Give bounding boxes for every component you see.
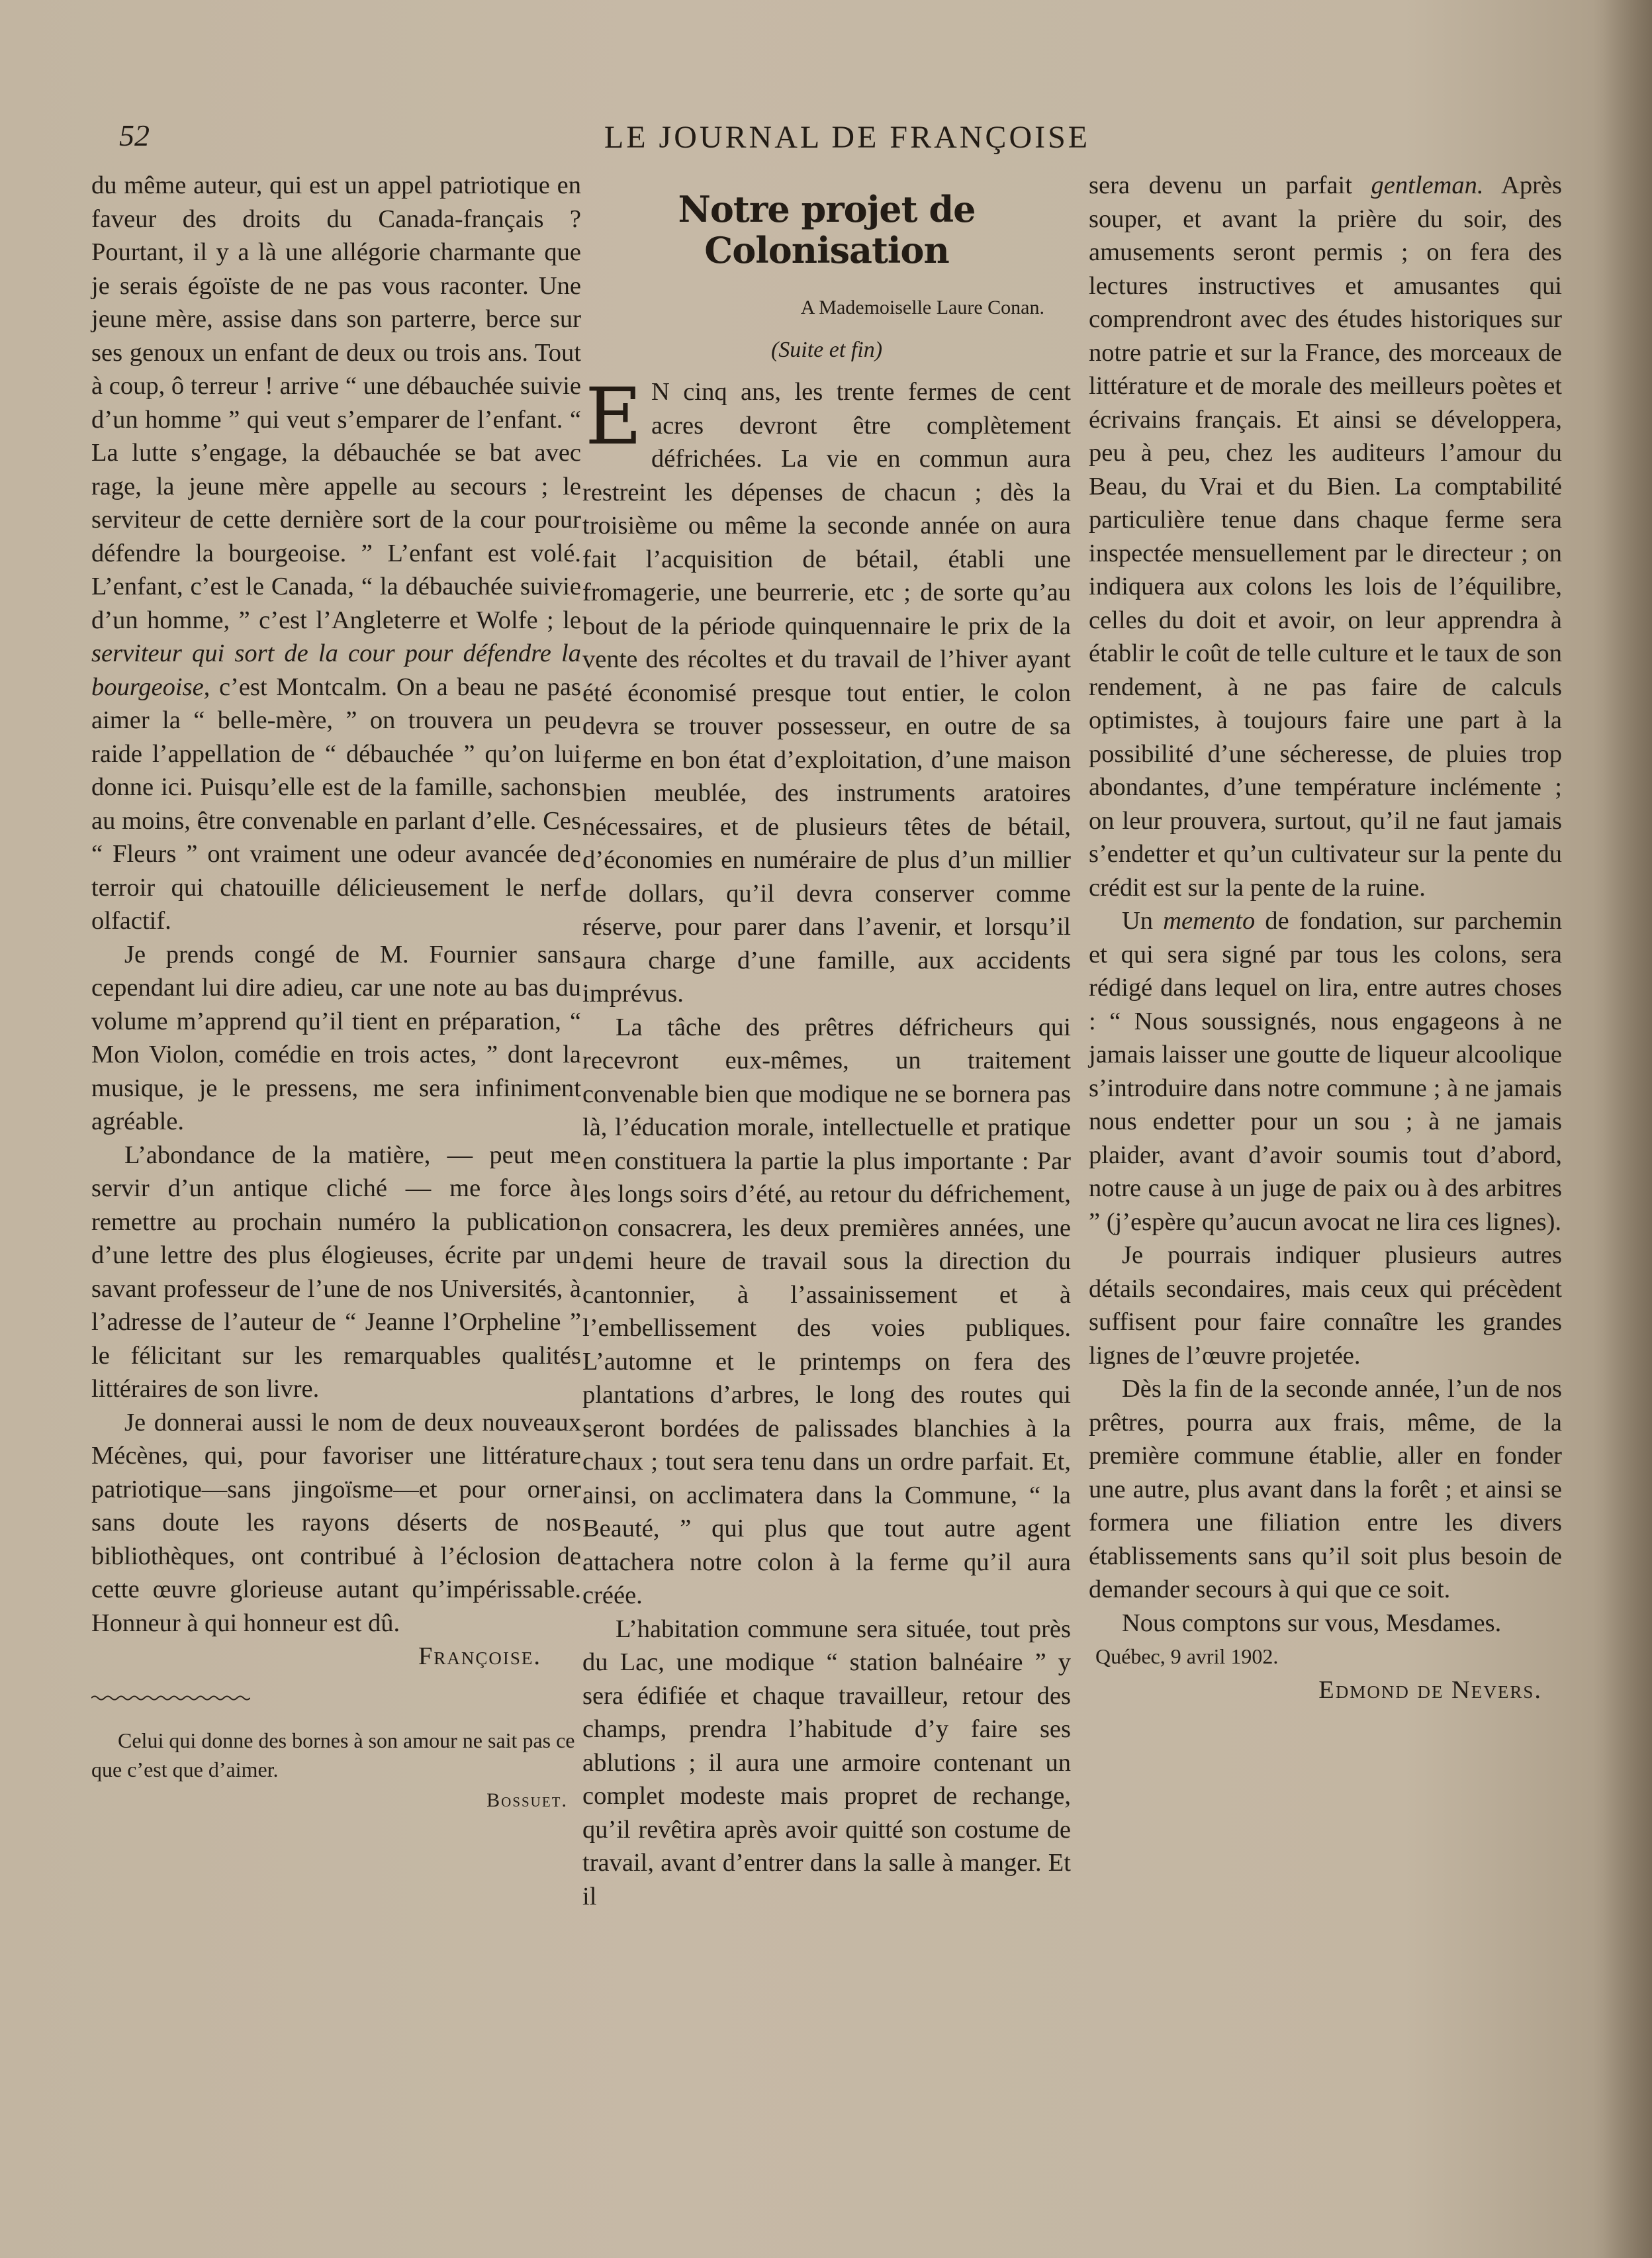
italic-phrase: serviteur qui sort de la cour pour défendre la bourgeoise,	[91, 639, 581, 701]
paragraph: Nous comptons sur vous, Mesdames.	[1122, 1609, 1502, 1637]
italic-word: memento	[1163, 907, 1256, 935]
paragraph: Je donnerai aussi le nom de deux nouveaux Mécènes, qui, pour favoriser une littérature patriotique—sans jingoïsme—et pour orner sans doute les rayons déserts de nos bibliothèques, ont contribué à l’éclosion de cette œuvre glorieuse autant qu’impérissable. Honneur à qui honneur est dû.	[91, 1408, 581, 1637]
paragraph: Dès la fin de la seconde année, l’un de nos prêtres, pourra aux frais, même, de la première commune établie, aller en fonder une autre, plus avant dans la forêt ; et ainsi se formera une filiation entre les divers établissements sans qu’il soit plus besoin de demander secours à qui que ce soit.	[1089, 1375, 1562, 1603]
paragraph: Je pourrais indiquer plusieurs autres détails secondaires, mais ceux qui précèdent suffisent pour faire connaître les grandes lignes de l’œuvre projetée.	[1089, 1241, 1562, 1370]
column-right	[1089, 169, 1562, 1707]
epigraph-quote: Celui qui donne des bornes à son amour ne sait pas ce que c’est que d’aimer.	[91, 1728, 575, 1781]
dedication: A Mademoiselle Laure Conan.	[800, 297, 1044, 318]
paragraph: Je prends congé de M. Fournier sans cependant lui dire adieu, car une note au bas du volume m’apprend qu’il tient en préparation, “ Mon Violon, comédie en trois actes, ” dont la musique, je le pressens, me sera infiniment agréable.	[91, 940, 581, 1135]
page-number: 52	[119, 118, 150, 152]
continuation-note: (Suite et fin)	[770, 338, 883, 362]
paragraph: E N cinq ans, les trente fermes de cent acres devront être complètement défrichées. La vie en commun aura restreint les dépenses de chacun ; dès la troisième ou même la seconde année on aura fait l’acquisition de bétail, établi une fromagerie, une beurrerie, etc ; de sorte qu’au bout de la période quinquennaire le prix de la vente des récoltes et du travail de l’hiver ayant été économisé presque tout entier, le colon devra se trouver possesseur, en outre de sa ferme en bon état d’exploitation, d’une maison bien meublée, des instruments aratoires nécessaires, et de plusieurs têtes de bétail, d’économies en numéraire de plus d’un millier de dollars, qu’il devra conserver comme réserve, pour parer dans l’avenir, et lorsqu’il aura charge d’une famille, aux accidents imprévus.	[582, 371, 1071, 1008]
column-left	[91, 169, 581, 1818]
italic-word: gentleman.	[1371, 171, 1484, 199]
paragraph: sera devenu un parfait gentleman. Après souper, et avant la prière du soir, des amusements seront permis ; on fera des lectures instructives et amusantes qui comprendront avec des études historiques sur notre patrie et sur la France, des morceaux de littérature et de morale des meilleurs poètes et écrivains français. Et ainsi se développera, peu à peu, chez les auditeurs l’amour du Beau, du Vrai et du Bien. La comptabilité particulière tenue dans chaque ferme sera inspectée mensuellement par le directeur ; on indiquera aux colons les lois de l’équilibre, celles du doit et avoir, on leur apprendra à établir le coût de telle culture et le taux de son rendement, à ne pas faire de calculs optimistes, à toujours faire une part à la possibilité d’une sécheresse, de pluies trop abondantes, d’une température inclémente ; on leur prouvera, surtout, qu’il ne faut jamais s’endetter et qu’un cultivateur sur la pente du crédit est sur la pente de la ruine.	[1089, 171, 1562, 902]
drop-cap: E	[585, 371, 643, 462]
article-title: Notre projet de Colonisation	[678, 188, 976, 271]
page-edge-shadow	[1592, 0, 1652, 2258]
paragraph: L’abondance de la matière, — peut me servir d’un antique cliché — me force à remettre au prochain numéro la publication d’une lettre des plus élogieuses, écrite par un savant professeur de l’une de nos Universités, à l’adresse de l’auteur de “ Jeanne l’Orpheline ” le félicitant sur les remarquables qualités littéraires de son livre.	[91, 1141, 581, 1403]
paragraph: Un memento de fondation, sur parchemin et qui sera signé par tous les colons, sera rédigé dans lequel on lira, entre autres choses : “ Nous soussignés, nous engageons à ne jamais laisser une goutte de liqueur alcoolique s’introduire dans notre commune ; à ne jamais nous endetter pour un sou ; à ne jamais plaider, avant d’avoir soumis tout d’abord, notre cause à un juge de paix ou à des arbitres ” (j’espère qu’aucun avocat ne lira ces lignes).	[1089, 907, 1563, 1236]
decorative-rule-icon	[91, 1693, 250, 1703]
signature-francoise: Françoise.	[418, 1642, 541, 1670]
column-middle	[582, 169, 1071, 1913]
paragraph: du même auteur, qui est un appel patriotique en faveur des droits du Canada-français ? Pourtant, il y a là une allégorie charmante que je serais égoïste de ne pas vous raconter. Une jeune mère, assise dans son parterre, berce sur ses genoux un enfant de deux ou trois ans. Tout à coup, ô terreur ! arrive “ une débauchée suivie d’un homme ” qui veut s’emparer de l’enfant. “ La lutte s’engage, la débauchée se bat avec rage, la jeune mère appelle au secours ; le serviteur de cette dernière sort de la cour pour défendre la bourgeoise. ” L’enfant est volé. L’enfant, c’est le Canada, “ la débauchée suivie d’un homme, ” c’est l’Angleterre et Wolfe ; le serviteur qui sort de la cour pour défendre la bourgeoise, c’est Montcalm. On a beau ne pas aimer la “ belle-mère, ” on trouvera un peu raide l’appellation de “ débauchée ” qu’on lui donne ici. Puisqu’elle est de la famille, sachons au moins, être convenable en parlant d’elle. Ces “ Fleurs ” ont vraiment une odeur avancée de terroir qui chatouille délicieusement le nerf olfactif.	[91, 171, 581, 935]
running-title: LE JOURNAL DE FRANÇOISE	[604, 120, 1091, 155]
quote-author: Bossuet.	[486, 1789, 568, 1811]
dateline: Québec, 9 avril 1902.	[1095, 1644, 1279, 1668]
paragraph: La tâche des prêtres défricheurs qui recevront eux-mêmes, un traitement convenable bien que modique ne se bornera pas là, l’éducation morale, intellectuelle et pratique en constituera la partie la plus importante : Par les longs soirs d’été, au retour du défrichement, on consacrera, les deux premières années, une demi heure de travail sous la direction du cantonnier, à l’assainissement et à l’embellissement des voies publiques. L’automne et le printemps on fera des plantations d’arbres, le long des routes qui seront bordées de palissades blanchies à la chaux ; tout sera tenu dans un ordre parfait. Et, ainsi, on acclimatera dans la Commune, “ la Beauté, ” qui plus que tout autre agent attachera notre colon à la ferme qu’il aura créée.	[582, 1013, 1071, 1609]
paragraph: L’habitation commune sera située, tout près du Lac, une modique “ station balnéaire ” y sera édifiée et chaque travailleur, retour des champs, prendra l’habitude d’y faire ses ablutions ; il aura une armoire contenant un complet modeste mais propret de rechange, qu’il revêtira après avoir quitté son costume de travail, avant d’entrer dans la salle à manger. Et il	[582, 1615, 1071, 1910]
signature-author: Edmond de Nevers.	[1318, 1675, 1542, 1704]
